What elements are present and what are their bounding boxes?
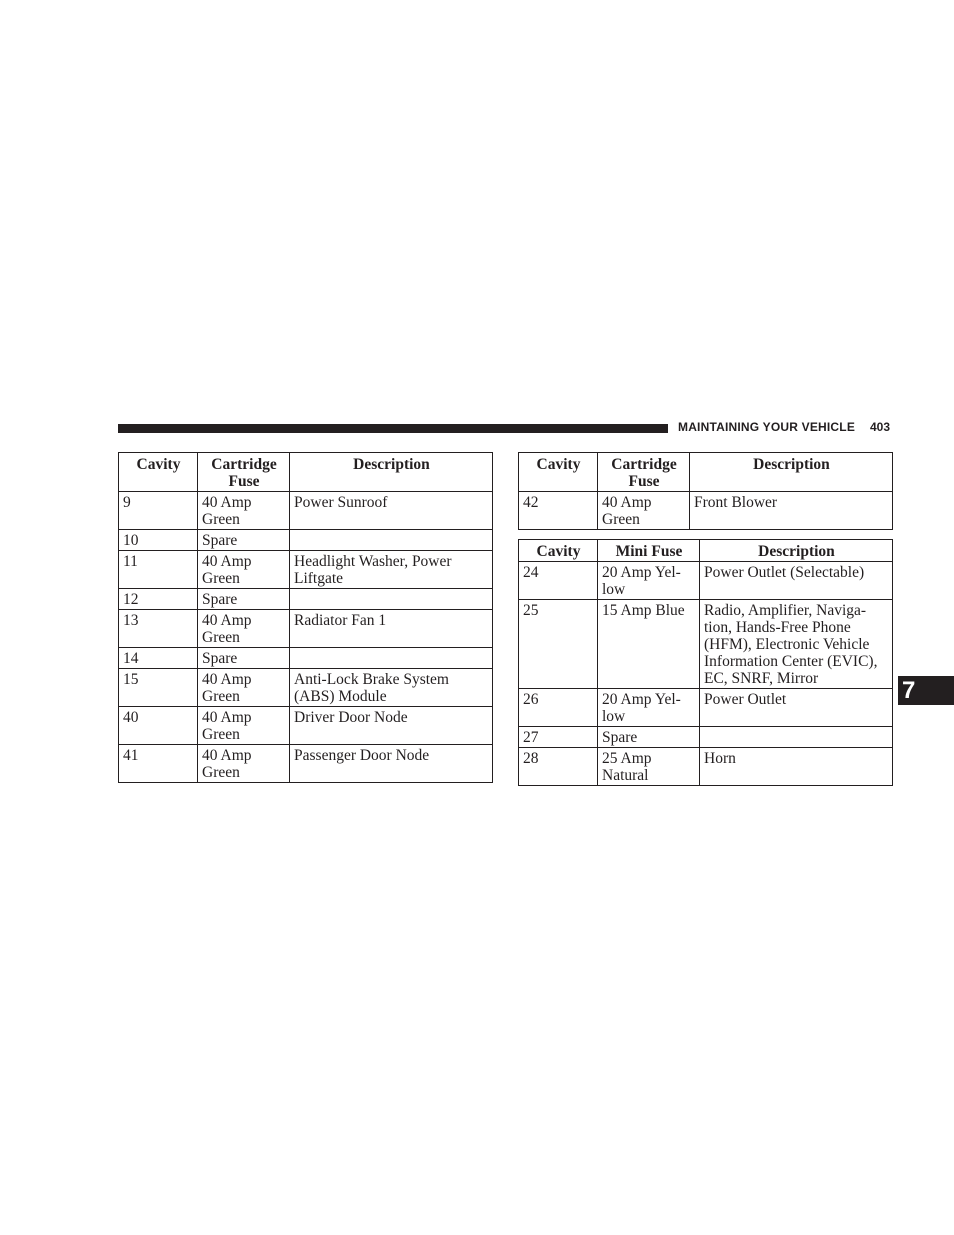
fuse-cell: 40 Amp Green [198,551,290,589]
section-title: MAINTAINING YOUR VEHICLE [678,420,856,434]
table-row [519,727,893,748]
column-header-description: Description [700,540,893,562]
description-cell: Power Outlet (Selectable) [700,562,893,600]
cavity-cell: 10 [119,530,198,551]
fuse-cell: 40 Amp Green [198,610,290,648]
fuse-cell: Spare [198,589,290,610]
column-header-fuse: Cartridge Fuse [198,453,290,492]
table-row [519,562,893,600]
column-header-cavity: Cavity [119,453,198,492]
fuse-cell: 40 Amp Green [198,492,290,530]
description-cell: Front Blower [690,492,893,530]
table-row [519,600,893,689]
fuse-cell: 25 Amp Natural [598,748,700,786]
fuse-cell: 40 Amp Green [198,669,290,707]
cavity-cell: 24 [519,562,598,600]
cavity-cell: 42 [519,492,598,530]
description-cell: Power Sunroof [290,492,493,530]
fuse-cell: 20 Amp Yel- low [598,689,700,727]
cavity-cell: 28 [519,748,598,786]
column-header-fuse: Cartridge Fuse [598,453,690,492]
table-row [119,648,493,669]
table-row [119,551,493,589]
cartridge-fuse-table-continued [518,452,893,530]
cavity-cell: 11 [119,551,198,589]
table-row [119,745,493,783]
table-header-row [519,540,893,562]
cavity-cell: 40 [119,707,198,745]
cavity-cell: 26 [519,689,598,727]
column-header-cavity: Cavity [519,540,598,562]
column-header-cavity: Cavity [519,453,598,492]
table-row [519,492,893,530]
fuse-cell: 40 Amp Green [198,745,290,783]
description-cell: Passenger Door Node [290,745,493,783]
chapter-tab: 7 [898,676,954,705]
fuse-cell: 40 Amp Green [198,707,290,745]
description-cell [290,530,493,551]
description-cell [290,648,493,669]
fuse-cell: Spare [198,648,290,669]
description-cell: Power Outlet [700,689,893,727]
cavity-cell: 27 [519,727,598,748]
column-header-description: Description [290,453,493,492]
fuse-cell: 20 Amp Yel- low [598,562,700,600]
description-cell: Radiator Fan 1 [290,610,493,648]
table-header-row [119,453,493,492]
table-header-row [519,453,893,492]
table-row [119,610,493,648]
cartridge-fuse-table [118,452,493,783]
page-number: 403 [870,420,891,434]
description-cell: Radio, Amplifier, Naviga- tion, Hands-Free Phone (HFM), Electronic Vehicle Information Center (EVIC), EC, SNRF, Mirror [700,600,893,689]
mini-fuse-table [518,539,893,786]
table-row [119,589,493,610]
table-row [119,530,493,551]
cavity-cell: 14 [119,648,198,669]
table-row [119,707,493,745]
header-rule [118,424,668,433]
table-row [519,748,893,786]
fuse-cell: Spare [598,727,700,748]
description-cell [700,727,893,748]
fuse-cell: 15 Amp Blue [598,600,700,689]
table-row [519,689,893,727]
column-header-description: Description [690,453,893,492]
cavity-cell: 41 [119,745,198,783]
cavity-cell: 12 [119,589,198,610]
description-cell [290,589,493,610]
cavity-cell: 15 [119,669,198,707]
description-cell: Headlight Washer, Power Liftgate [290,551,493,589]
cavity-cell: 13 [119,610,198,648]
column-header-fuse: Mini Fuse [598,540,700,562]
description-cell: Anti-Lock Brake System (ABS) Module [290,669,493,707]
description-cell: Driver Door Node [290,707,493,745]
table-row [119,669,493,707]
cavity-cell: 9 [119,492,198,530]
fuse-cell: 40 Amp Green [598,492,690,530]
table-row [119,492,493,530]
cavity-cell: 25 [519,600,598,689]
fuse-cell: Spare [198,530,290,551]
description-cell: Horn [700,748,893,786]
